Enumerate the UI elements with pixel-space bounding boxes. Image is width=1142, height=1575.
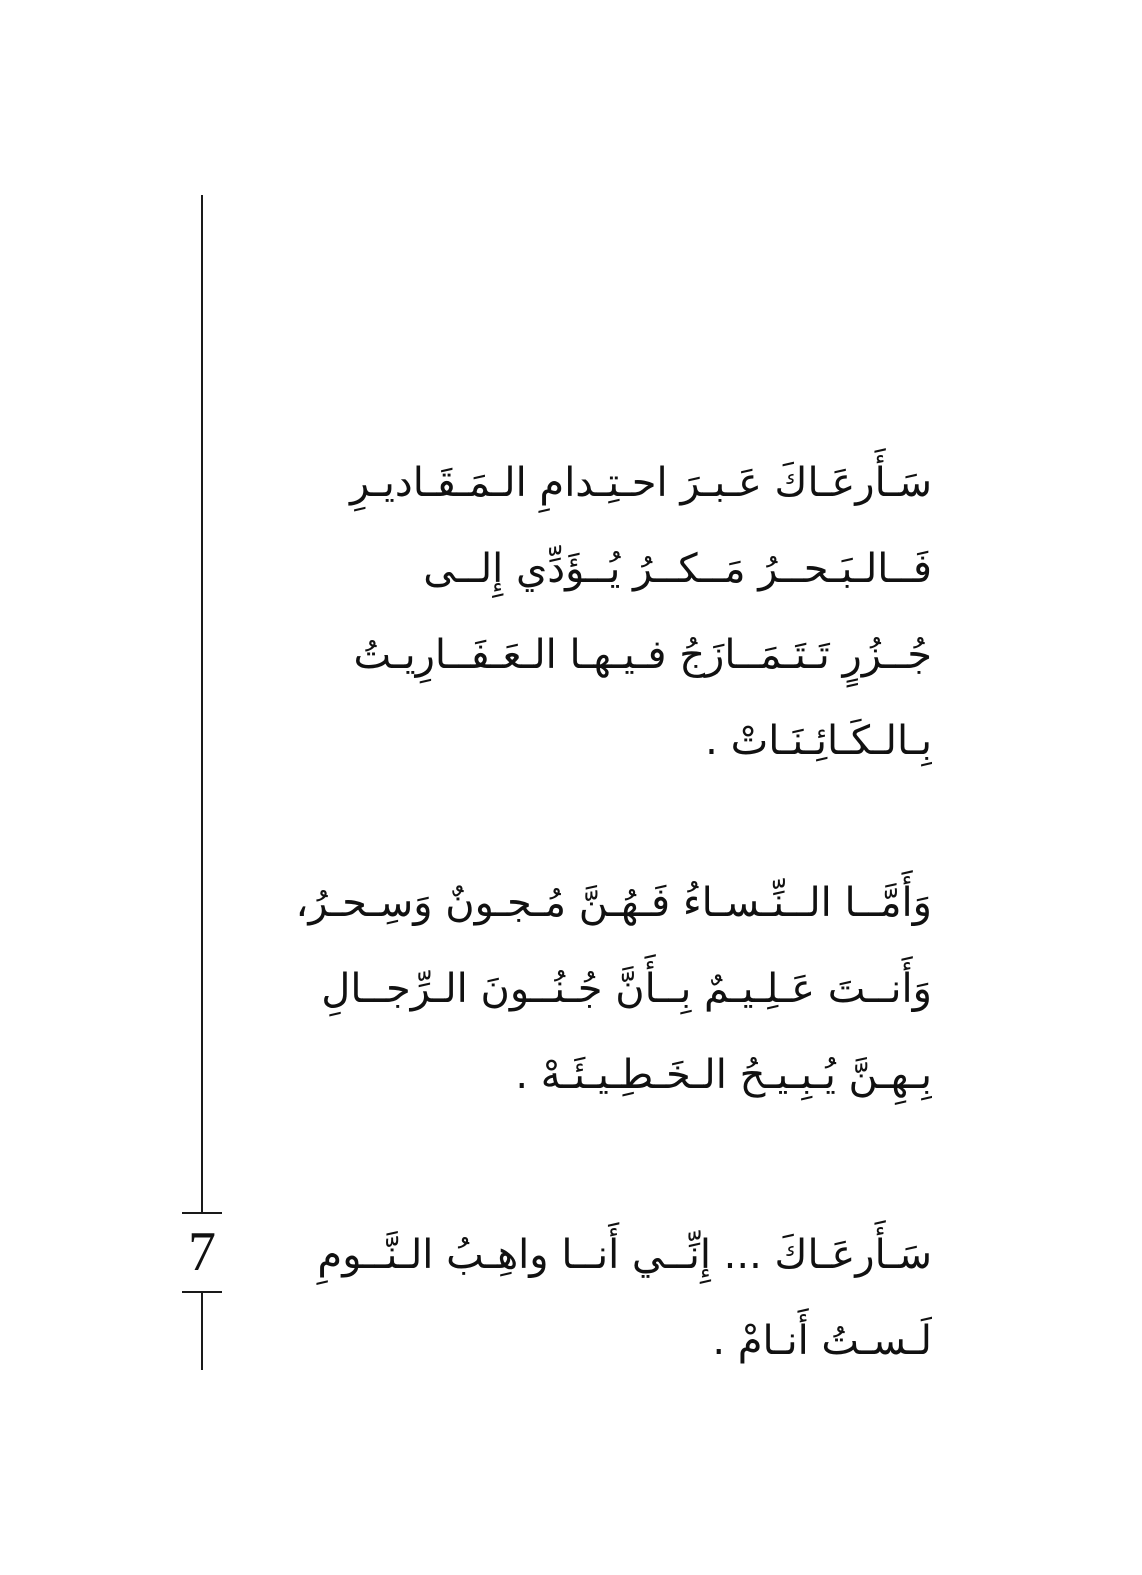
stanza-2 [290,860,932,1118]
page-number: 7 [188,1221,216,1283]
stanza-1 [290,440,932,784]
verse-line: لَـسـتُ أَنـامْ . [712,1318,932,1364]
stanza-3 [290,1212,932,1384]
verse-line: بِـالـكَـائِـنَـاتْ . [705,718,932,764]
verse-line: فَــالـبَـحــرُ مَــكــرُ يُــؤَدِّي إِلــى [423,546,932,592]
margin-rule-bottom [201,1292,203,1370]
verse-line: وَأَمَّــا الــنِّـسـاءُ فَـهُـنَّ مُـجـونٌ وَسِـحـرُ، [295,880,932,926]
verse-line: سَـأَرعَـاكَ ... إِنِّــي أَنــا واهِـبُ الـنَّــومِ [317,1232,932,1278]
verse-line: وَأَنــتَ عَـلِـيـمٌ بِــأَنَّ جُـنُــونَ الـرِّجــالِ [321,966,932,1012]
verse-line: بِـهِـنَّ يُـبِـيـحُ الـخَـطِـيـئَـهْ . [515,1052,932,1098]
verse-line: جُــزُرٍ تَـتَـمَــازَجُ فـيـهـا الـعَـفَــارِيـتُ [353,632,932,678]
margin-rule-top [201,195,203,1212]
margin-tick-upper [182,1212,222,1214]
verse-line: سَـأَرعَـاكَ عَـبـرَ احـتِـدامِ الـمَـقَـاديـرِ [349,460,932,506]
